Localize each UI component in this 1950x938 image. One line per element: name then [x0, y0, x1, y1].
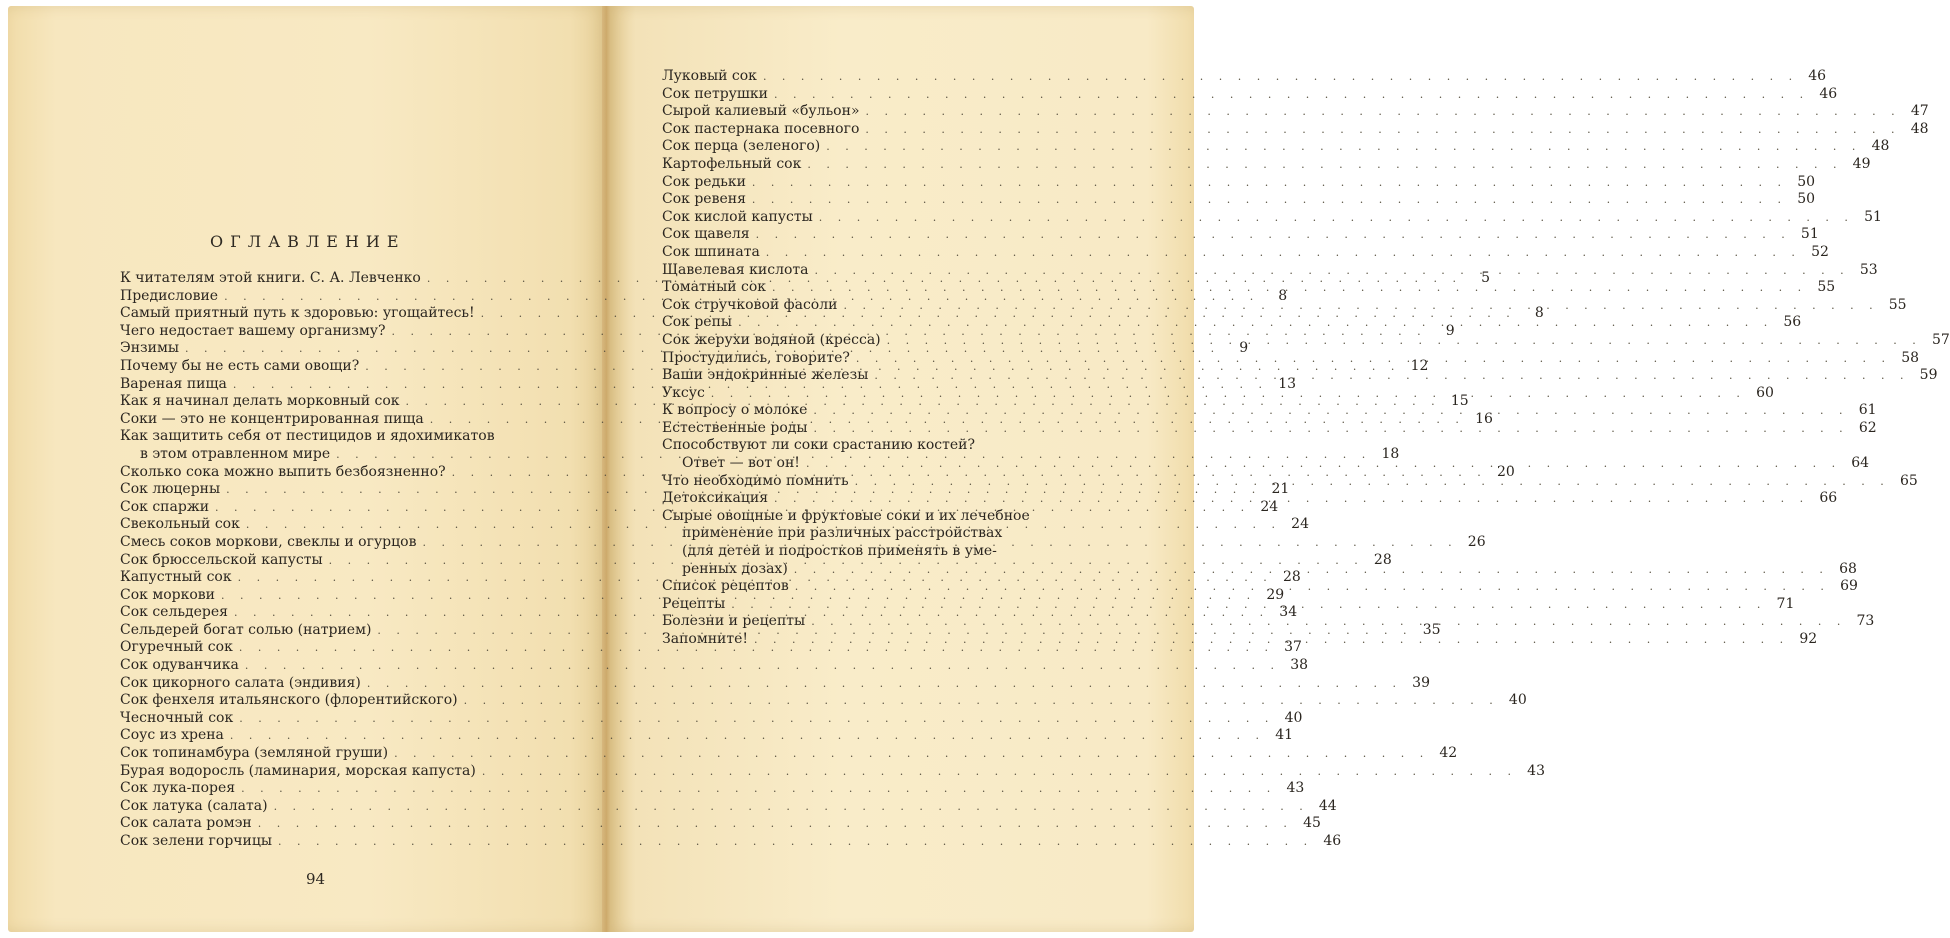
- toc-entry-title: ренных дозах): [682, 560, 788, 577]
- toc-entry-title: Как я начинал делать морковный сок: [120, 393, 400, 410]
- toc-entry-title: Сок топинамбура (земляной груши): [120, 745, 389, 762]
- dot-leader: [750, 226, 1791, 244]
- dot-leader: [235, 780, 1276, 798]
- toc-entry-title: Естественные роды: [662, 419, 808, 436]
- toc-entry-title: Сок щавеля: [662, 226, 750, 243]
- toc-entry: [120, 745, 1458, 763]
- toc-entry: [120, 815, 1321, 833]
- toc-entry-page: 15: [1450, 393, 1469, 410]
- toc-entry-page: 66: [1819, 490, 1838, 507]
- dot-leader: [768, 86, 1809, 104]
- toc-entry: [662, 155, 1871, 174]
- toc-entry: [662, 261, 1878, 280]
- toc-entry-page: 92: [1799, 631, 1818, 647]
- toc-entry-page: 64: [1851, 455, 1870, 472]
- toc-entry-title: Сок репы: [662, 314, 733, 331]
- toc-entry: [662, 543, 1054, 561]
- dot-leader: [224, 727, 1265, 745]
- toc-entry-title: Сок цикорного салата (эндивия): [120, 674, 361, 691]
- dot-leader: [820, 138, 1861, 156]
- dot-leader: [476, 763, 1517, 781]
- toc-entry-title: Что необходимо помнить: [662, 472, 849, 489]
- toc-entry-page: 26: [1467, 533, 1486, 550]
- toc-entry-title: Сок сельдерея: [120, 604, 228, 621]
- toc-entry-title: Сок жерухи водяной (кресса): [662, 331, 881, 348]
- dot-leader: [808, 420, 1849, 438]
- toc-entry-title: Сок петрушки: [662, 85, 768, 102]
- dot-leader: [725, 596, 1766, 614]
- toc-entry-page: 69: [1840, 578, 1858, 595]
- dot-leader: [239, 657, 1280, 675]
- toc-entry: [120, 727, 1294, 745]
- dot-leader: [233, 710, 1274, 728]
- dot-leader: [807, 402, 1848, 420]
- toc-entry-page: 24: [1291, 516, 1309, 533]
- dot-leader: [849, 473, 1890, 491]
- toc-entry-page: 71: [1776, 595, 1795, 612]
- dot-leader: [800, 455, 1841, 473]
- toc-entry: [662, 243, 1829, 262]
- toc-entry: [120, 709, 1303, 728]
- toc-entry-page: 44: [1318, 797, 1337, 814]
- toc-entry: [120, 428, 510, 446]
- toc-entry-page: 50: [1797, 173, 1816, 190]
- dot-leader: [252, 815, 1293, 833]
- toc-entry-page: 8: [1534, 305, 1544, 322]
- toc-entry-page: 68: [1839, 560, 1857, 577]
- toc-entry-page: 24: [1260, 498, 1279, 515]
- dot-leader: [805, 613, 1846, 631]
- toc-entry: [662, 68, 1827, 86]
- toc-entry-page: 51: [1864, 208, 1882, 225]
- toc-entry: [120, 657, 1309, 675]
- toc-entry: [662, 437, 1054, 455]
- toc-entry: [662, 103, 1929, 121]
- toc-entry-title: Почему бы не есть сами овощи?: [120, 357, 360, 374]
- toc-entry-title: Сок салата ромэн: [120, 815, 252, 832]
- toc-entry-page: 21: [1271, 481, 1290, 498]
- toc-entry-page: 20: [1496, 463, 1515, 480]
- toc-entry-page: 56: [1783, 314, 1802, 331]
- toc-entry-title: Свекольный сок: [120, 516, 240, 533]
- dot-leader: [860, 103, 1901, 121]
- toc-entry-title: Сырые овощные и фруктовые соки и их лечебное: [662, 507, 1030, 524]
- toc-entry-page: 73: [1856, 613, 1875, 630]
- toc-entry-title: Сок одуванчика: [120, 657, 239, 674]
- toc-entry: [662, 279, 1836, 297]
- toc-entry: [120, 780, 1305, 798]
- dot-leader: [748, 631, 1789, 649]
- toc-entry-page: 37: [1284, 639, 1302, 656]
- toc-entry: [120, 762, 1545, 781]
- dot-leader: [859, 121, 1900, 139]
- toc-entry-title: Картофельный сок: [662, 155, 802, 172]
- toc-entry-title: Болезни и рецепты: [662, 613, 806, 630]
- toc-entry-page: 38: [1290, 657, 1309, 674]
- toc-entry-title: Сырой калиевый «бульон»: [662, 103, 860, 120]
- toc-entry-page: 55: [1817, 279, 1836, 296]
- toc-entry: [120, 797, 1337, 816]
- toc-heading: ОГЛАВЛЕНИЕ: [210, 232, 406, 251]
- toc-entry: [662, 173, 1816, 192]
- toc-entry: [120, 692, 1527, 710]
- toc-entry-page: 13: [1278, 375, 1297, 392]
- toc-entry-title: (для детей и подростков применять в уме-: [682, 543, 997, 560]
- toc-entry-title: Сок моркови: [120, 586, 216, 603]
- dot-leader: [809, 262, 1850, 280]
- toc-entry-title: Сок брюссельской капусты: [120, 551, 323, 568]
- toc-entry-title: Уксус: [662, 384, 705, 401]
- dot-leader: [732, 314, 1773, 332]
- toc-entry-title: Бурая водоросль (ламинария, морская капуста): [120, 762, 476, 779]
- dot-leader: [801, 156, 1842, 174]
- dot-leader: [388, 745, 1429, 763]
- toc-entry-title: Сельдерей богат солью (натрием): [120, 621, 372, 638]
- toc-entry-page: 28: [1282, 569, 1301, 586]
- toc-entry-title: Запомните!: [662, 631, 749, 647]
- dot-leader: [272, 833, 1313, 851]
- dot-leader: [268, 798, 1309, 816]
- toc-entry-title: Вареная пища: [120, 375, 227, 392]
- toc-entry-title: Огуречный сок: [120, 639, 233, 656]
- toc-entry-page: 9: [1239, 340, 1249, 357]
- dot-leader: [788, 561, 1829, 579]
- toc-entry-page: 48: [1910, 120, 1929, 137]
- toc-entry-page: 45: [1303, 815, 1321, 832]
- toc-entry: [662, 208, 1882, 227]
- toc-entry-title: Сок перца (зеленого): [662, 138, 821, 155]
- toc-entry-title: Щавелевая кислота: [662, 261, 809, 278]
- toc-entry-page: 28: [1373, 551, 1392, 568]
- toc-entry-title: Сок стручковой фасоли: [662, 296, 838, 313]
- page-number: 94: [306, 870, 326, 888]
- toc-entry-title: Сок ревеня: [662, 191, 746, 208]
- toc-entry-title: Сок люцерны: [120, 481, 221, 498]
- toc-entry-page: 12: [1410, 357, 1429, 374]
- toc-entry-page: 29: [1266, 586, 1285, 603]
- dot-leader: [766, 279, 1807, 297]
- toc-entry-title: Соки — это не концентрированная пища: [120, 410, 424, 427]
- toc-entry-title: Сок зелени горчицы: [120, 833, 273, 849]
- toc-entry-title: Сок латука (салата): [120, 797, 268, 814]
- toc-entry-page: 51: [1800, 226, 1819, 243]
- toc-entry: [662, 296, 1907, 315]
- toc-entry-title: Томатный сок: [662, 279, 767, 296]
- toc-entry-title: Самый приятный путь к здоровью: угощайтесь!: [120, 305, 475, 322]
- toc-entry-page: 43: [1527, 762, 1545, 779]
- toc-entry-title: Простудились, говорите?: [662, 349, 850, 366]
- toc-entry-page: 58: [1901, 349, 1920, 366]
- toc-entry-title: Смесь соков моркови, свеклы и огурцов: [120, 533, 417, 550]
- toc-entry: [662, 191, 1816, 209]
- toc-entry-title: К вопросу о молоке: [662, 402, 808, 419]
- toc-entry-title: Предисловие: [120, 287, 219, 304]
- toc-entry-title: Список рецептов: [662, 578, 789, 595]
- toc-entry: [662, 226, 1819, 244]
- toc-entry-title: Капустный сок: [120, 569, 232, 586]
- toc-entry-title: Сок пастернака посевного: [662, 120, 860, 137]
- toc-entry-page: 40: [1508, 692, 1527, 709]
- dot-leader: [768, 490, 1809, 508]
- toc-entry-title: Луковый сок: [662, 68, 757, 84]
- toc-entry-page: 16: [1475, 410, 1493, 427]
- dot-leader: [868, 367, 1909, 385]
- toc-entry-title: Ваши эндокринные железы: [662, 367, 869, 384]
- toc-entry-page: 46: [1323, 833, 1342, 849]
- toc-entry-title: Способствуют ли соки срастанию костей?: [662, 437, 976, 454]
- toc-entry-title: Сок редьки: [662, 173, 746, 190]
- dot-leader: [813, 209, 1854, 227]
- dot-leader: [458, 692, 1499, 710]
- toc-entry-page: 18: [1381, 445, 1400, 462]
- dot-leader: [837, 297, 1878, 315]
- toc-entry: [120, 833, 1342, 851]
- toc-entry-title: Детоксикация: [662, 490, 769, 507]
- dot-leader: [746, 191, 1787, 209]
- toc-entry-title: Сок фенхеля итальянского (флорентийского): [120, 692, 458, 709]
- dot-leader: [705, 385, 1746, 403]
- toc-entry-page: 8: [1278, 287, 1288, 304]
- toc-entry: [120, 674, 1430, 693]
- toc-entry-page: 65: [1899, 472, 1918, 489]
- dot-leader: [757, 68, 1798, 86]
- toc-entry-page: 39: [1412, 674, 1430, 691]
- toc-entry-page: 61: [1858, 402, 1877, 419]
- toc-entry-page: 46: [1819, 85, 1838, 102]
- toc-entry-page: 52: [1811, 243, 1829, 260]
- toc-entry: [662, 525, 1054, 543]
- toc-entry-page: 46: [1808, 68, 1827, 84]
- toc-entry: [662, 508, 1054, 526]
- toc-entry-title: Рецепты: [662, 595, 726, 612]
- toc-entry-title: Сок кислой капусты: [662, 208, 813, 225]
- toc-entry-title: Как защитить себя от пестицидов и ядохимикатов: [120, 428, 495, 445]
- toc-entry-page: 62: [1858, 419, 1877, 436]
- toc-entry-page: 47: [1910, 103, 1929, 120]
- toc-entry-page: 41: [1275, 727, 1294, 744]
- toc-entry-title: Сок шпината: [662, 243, 760, 260]
- toc-entry: [662, 419, 1877, 438]
- toc-entry-page: 42: [1439, 745, 1458, 762]
- toc-entry-page: 60: [1756, 384, 1774, 401]
- toc-entry-title: в этом отравленном мире: [140, 445, 331, 462]
- toc-entry-title: Сколько сока можно выпить безбоязненно?: [120, 463, 446, 480]
- toc-entry: [662, 331, 1950, 350]
- toc-entry-page: 59: [1919, 367, 1938, 384]
- dot-leader: [361, 675, 1402, 693]
- toc-entry-title: Чесночный сок: [120, 709, 234, 726]
- dot-leader: [881, 332, 1922, 350]
- toc-entry-title: Чего недостает вашему организму?: [120, 322, 386, 339]
- toc-entry-title: Сок лука-порея: [120, 780, 236, 797]
- toc-entry-page: 40: [1284, 709, 1303, 726]
- toc-entry-page: 9: [1445, 322, 1455, 339]
- toc-entry-page: 53: [1859, 261, 1878, 278]
- toc-entry-page: 48: [1871, 138, 1890, 155]
- toc-entry-page: 5: [1481, 270, 1490, 286]
- dot-leader: [760, 244, 1801, 262]
- toc-entry-page: 50: [1797, 191, 1816, 208]
- toc-entry-title: Соус из хрена: [120, 727, 224, 744]
- toc-entry-page: 49: [1852, 155, 1871, 172]
- toc-entry-page: 35: [1422, 621, 1441, 638]
- toc-entry: [662, 85, 1838, 104]
- toc-entry-page: 34: [1279, 604, 1298, 621]
- toc-entry-page: 57: [1931, 331, 1950, 348]
- toc-entry-title: Энзимы: [120, 340, 180, 357]
- toc-entry: [662, 138, 1890, 156]
- toc-entry-page: 55: [1888, 296, 1907, 313]
- dot-leader: [850, 350, 1891, 368]
- dot-leader: [789, 578, 1830, 596]
- toc-entry-page: 43: [1286, 780, 1305, 797]
- toc-entry-title: применение при различных расстройствах: [682, 525, 1003, 542]
- toc-entry-title: К читателям этой книги. С. А. Левченко: [120, 270, 421, 286]
- dot-leader: [746, 174, 1787, 192]
- toc-entry: [662, 120, 1929, 139]
- toc-entry-title: Ответ — вот он!: [682, 455, 800, 472]
- toc-entry-title: Сок спаржи: [120, 498, 210, 515]
- toc-entry: [662, 314, 1802, 332]
